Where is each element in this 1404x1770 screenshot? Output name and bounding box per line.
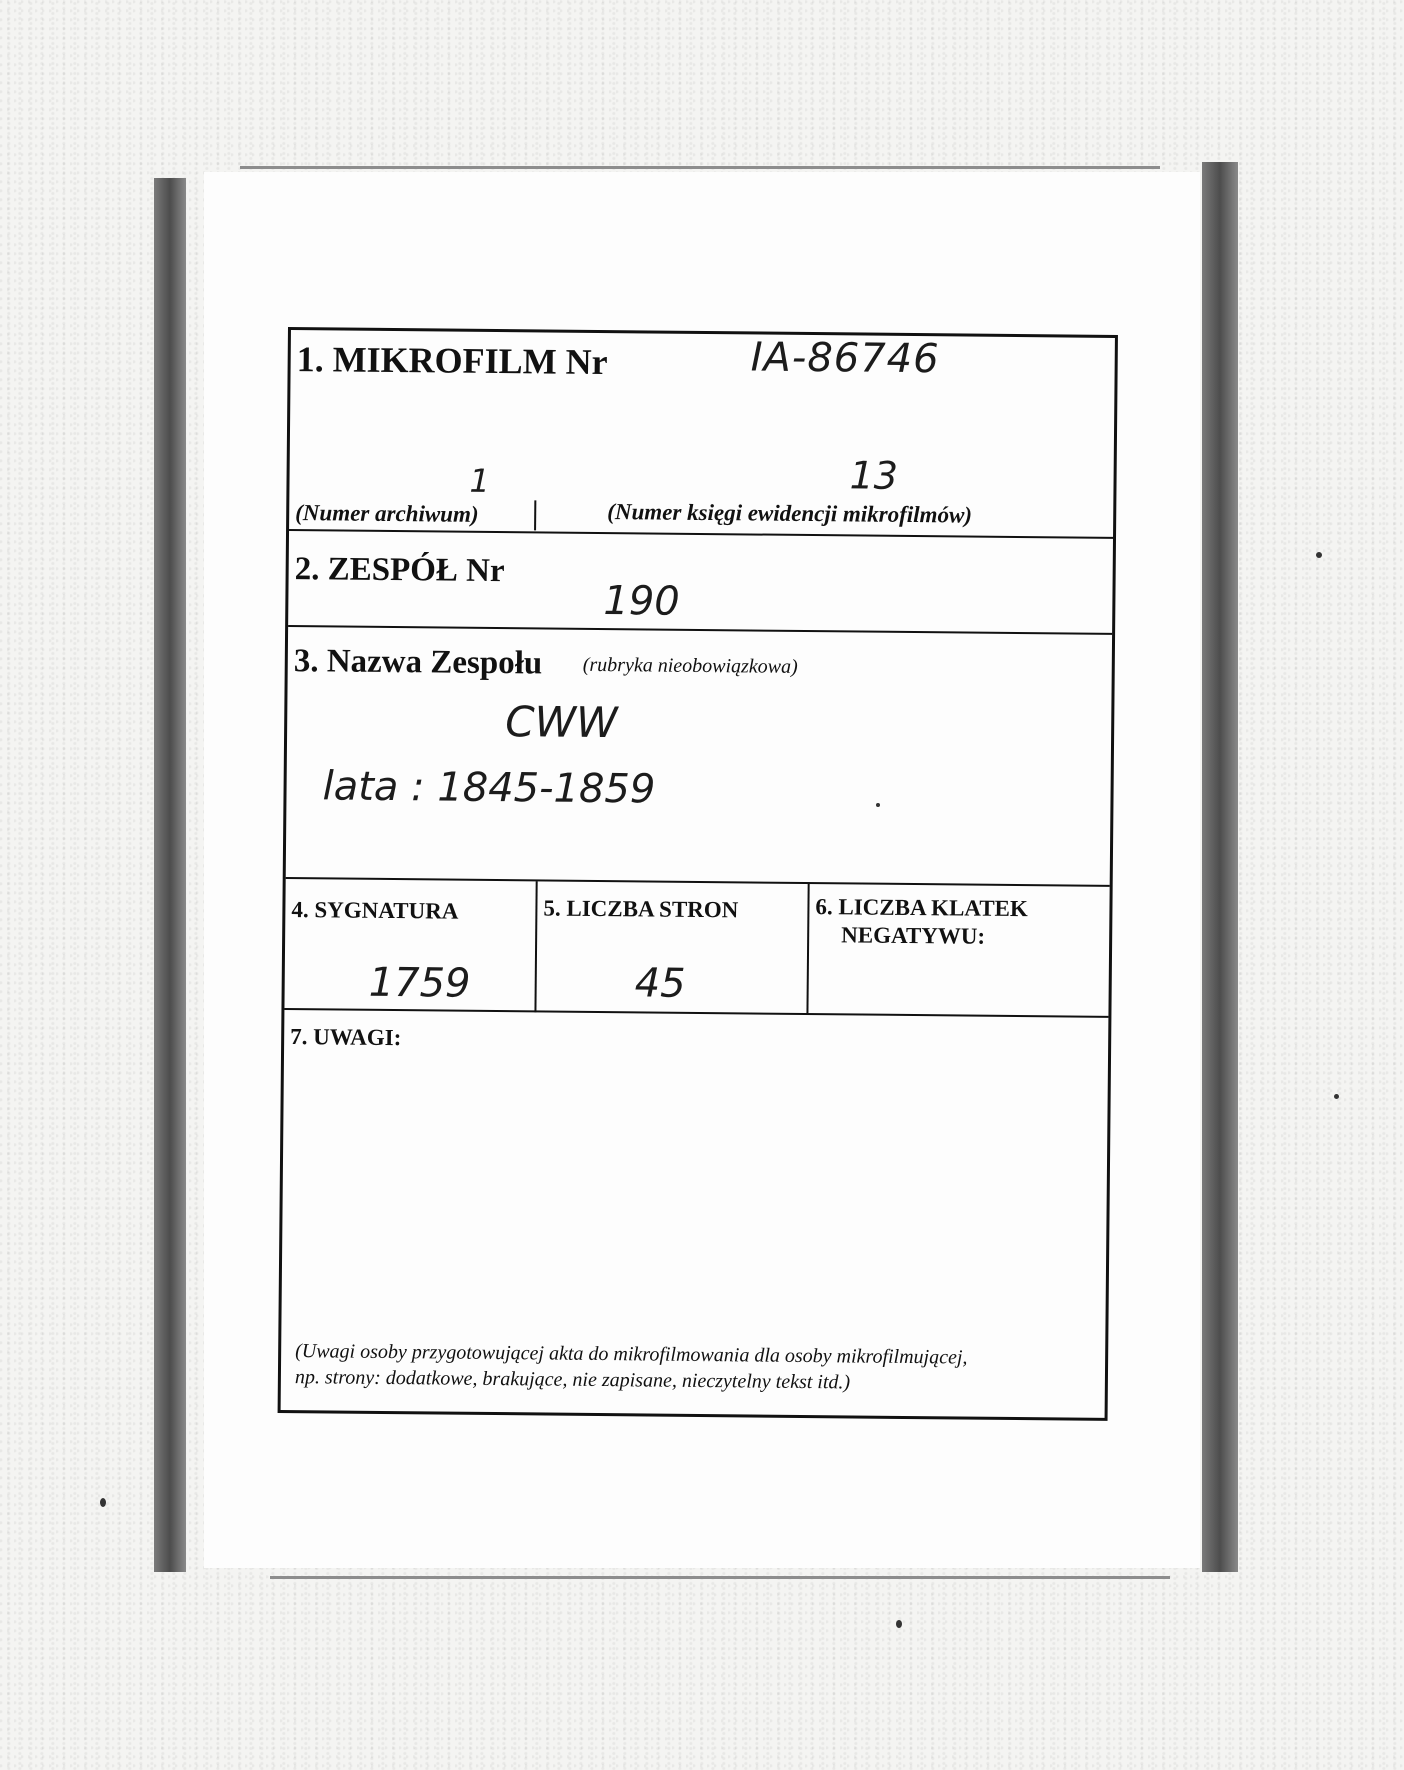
microfilm-number-label: 1. MIKROFILM Nr	[296, 339, 608, 383]
page-count-value: 45	[634, 960, 686, 1007]
remarks-footnote-line1: (Uwagi osoby przygotowującej akta do mikrofilmowania dla osoby mikrofilmującej,	[295, 1340, 968, 1369]
fonds-number-value: 190	[603, 578, 680, 625]
fonds-name-value: CWW	[504, 697, 618, 748]
fonds-name-label: 3. Nazwa Zespołu	[293, 643, 543, 682]
fonds-name-section	[286, 627, 1112, 887]
fonds-number-label: 2. ZESPÓŁ Nr	[294, 551, 505, 590]
details-divider-2	[806, 884, 809, 1015]
negative-frames-label-line1: 6. LICZBA KLATEK	[815, 894, 1028, 922]
register-number-value: 13	[849, 453, 899, 498]
microfilm-number-section	[289, 330, 1115, 539]
negative-frames-label-line2: NEGATYWU:	[841, 922, 986, 949]
archive-number-label: (Numer archiwum)	[295, 500, 479, 527]
dust-speck	[1334, 1094, 1339, 1099]
sheet-bottom-edge	[270, 1576, 1170, 1579]
dust-speck	[100, 1498, 106, 1507]
details-row	[284, 879, 1109, 1018]
row1-divider	[534, 500, 536, 530]
dust-speck	[896, 1620, 902, 1628]
remarks-section	[281, 1010, 1109, 1422]
microfilm-form	[278, 327, 1118, 1421]
signature-value: 1759	[368, 959, 471, 1007]
details-divider-1	[534, 881, 537, 1012]
sheet-top-edge	[240, 166, 1160, 169]
microfilm-number-value: IA-86746	[750, 334, 940, 383]
dust-speck	[876, 803, 880, 807]
remarks-label: 7. UWAGI:	[290, 1024, 402, 1051]
page-count-label: 5. LICZBA STRON	[543, 895, 739, 923]
film-edge-left	[154, 178, 186, 1572]
fonds-number-section	[288, 531, 1113, 635]
dust-speck	[1316, 552, 1322, 558]
archive-number-value: 1	[469, 461, 491, 500]
signature-label: 4. SYGNATURA	[291, 897, 459, 924]
register-number-label: (Numer księgi ewidencji mikrofilmów)	[607, 499, 973, 528]
film-edge-right	[1202, 162, 1238, 1572]
fonds-years-value: lata : 1845-1859	[322, 763, 656, 813]
fonds-name-note: (rubryka nieobowiązkowa)	[582, 653, 798, 678]
remarks-footnote-line2: np. strony: dodatkowe, brakujące, nie zapisane, nieczytelny tekst itd.)	[294, 1366, 851, 1394]
